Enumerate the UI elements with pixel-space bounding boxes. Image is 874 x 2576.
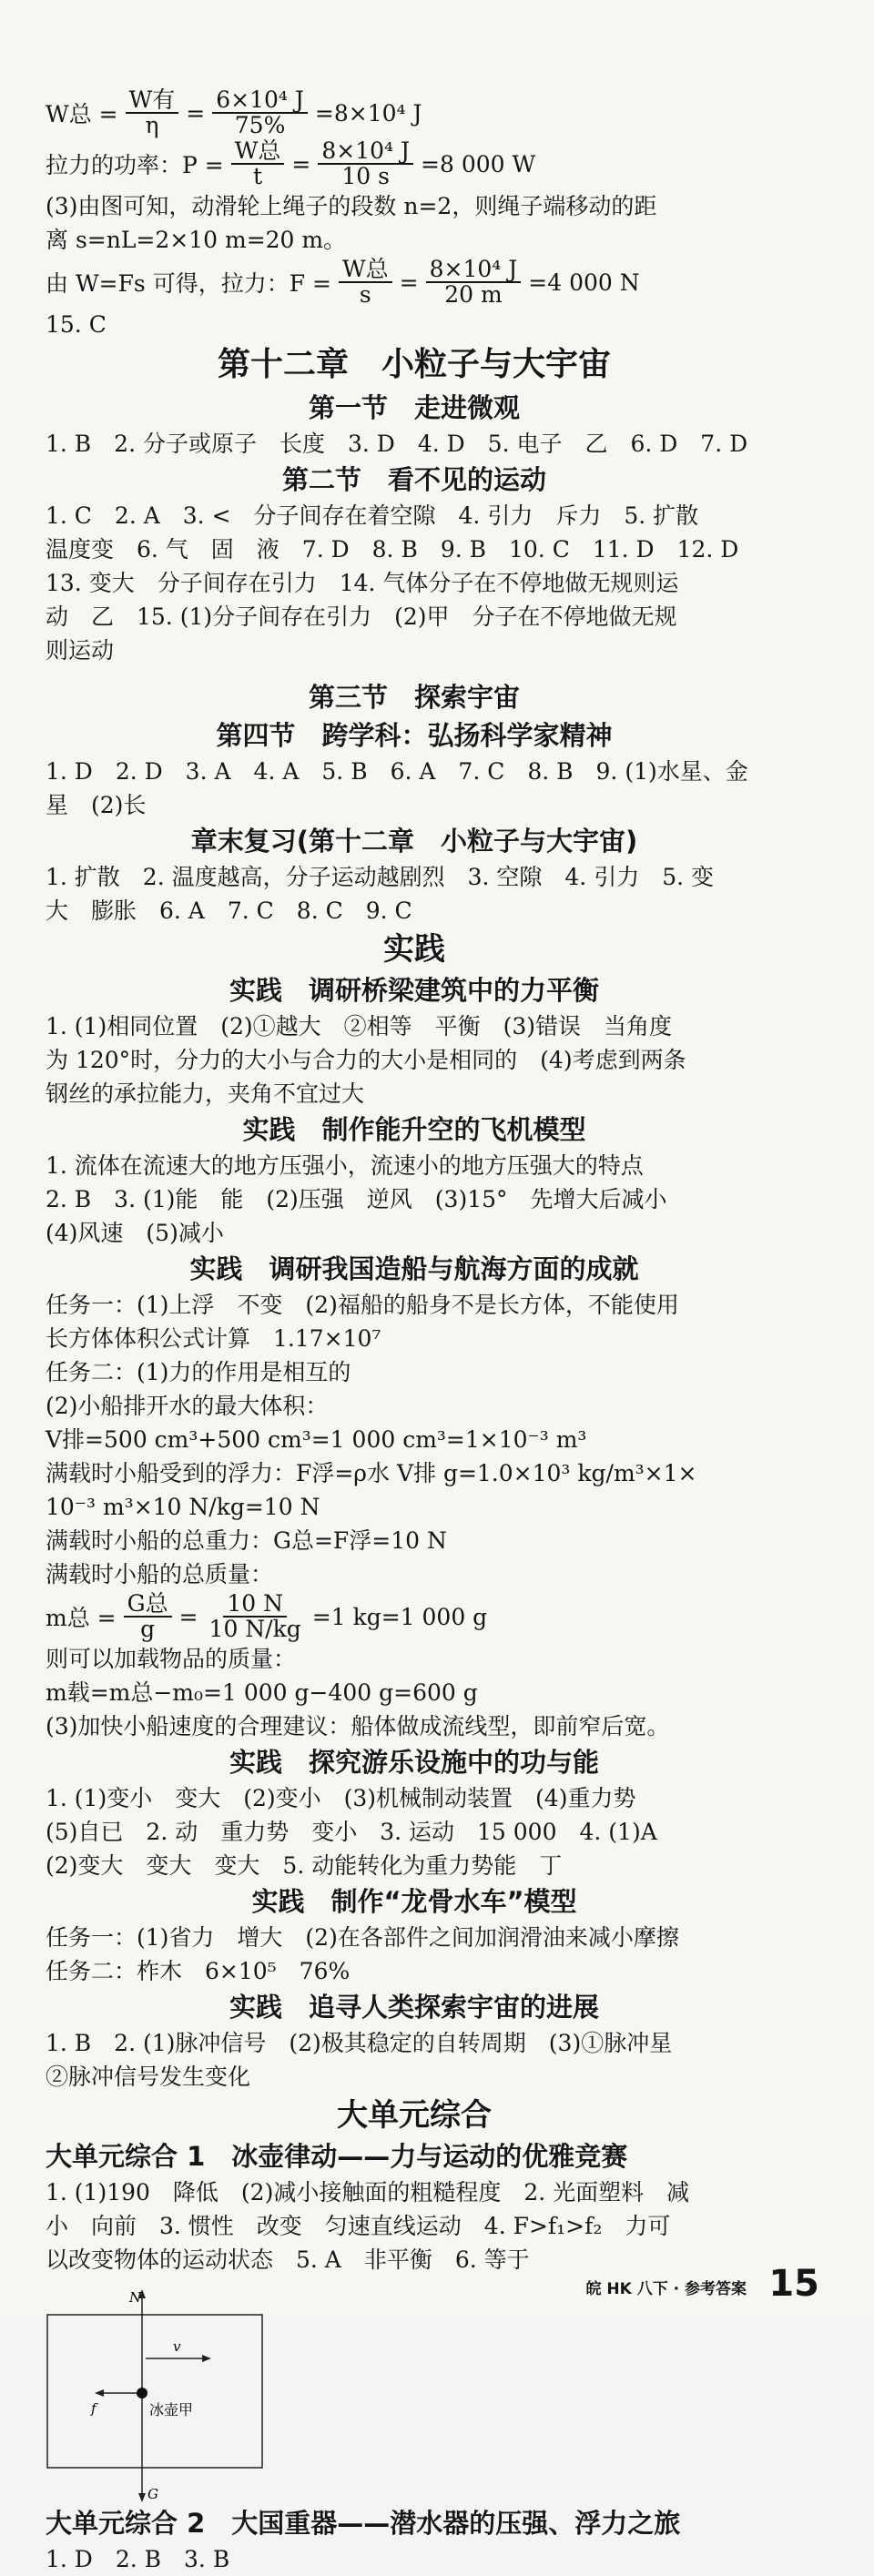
answer-line: 则可以加载物品的质量： (46, 1646, 297, 1672)
answer-line: (4)风速 (5)减小 (46, 1220, 224, 1246)
answer-line: 1. 流体在流速大的地方压强小，流速小的地方压强大的特点 (46, 1152, 644, 1179)
gravity-arrowhead (138, 2493, 146, 2502)
answer-line: 钢丝的承拉能力，夹角不宜过大 (46, 1080, 365, 1107)
eq-result: =8×10⁴ J (314, 99, 422, 127)
force-diagram-svg (46, 2286, 264, 2504)
fraction-numerator: 10 N (223, 1592, 287, 1618)
fraction (339, 258, 392, 307)
answer-line: (2)小船排开水的最大体积： (46, 1393, 329, 1419)
fraction-numerator: 8×10⁴ J (318, 139, 413, 165)
answer-line: 温度变 6. 气 固 液 7. D 8. B 9. B 10. C 11. D 12. D (46, 536, 739, 563)
ice-surface-box (47, 2315, 262, 2468)
section-title: 实践 探究游乐设施中的功与能 (229, 1747, 599, 1778)
part-title: 实践 (383, 931, 445, 968)
equation-mass (46, 1591, 783, 1642)
answer-line: 则运动 (46, 637, 115, 664)
answer-line: 以改变物体的运动状态 5. A 非平衡 6. 等于 (46, 2246, 530, 2273)
equals-sign: = (291, 150, 311, 177)
text-line: (3)由图可知，动滑轮上绳子的段数 n=2，则绳子端移动的距 (46, 193, 657, 219)
page-number: 15 (768, 2263, 819, 2305)
answer-line: 满载时小船受到的浮力：F浮=ρ水 V排 g=1.0×10³ kg/m³×1× (46, 1460, 697, 1486)
section-title: 第四节 跨学科：弘扬科学家精神 (216, 720, 613, 751)
footer-text: 皖 HK 八下 · 参考答案 (585, 2280, 747, 2298)
fraction-denominator: t (253, 163, 263, 189)
answer-line: 1. (1)相同位置 (2)①越大 ②相等 平衡 (3)错误 当角度 (46, 1013, 673, 1040)
fraction (124, 1592, 172, 1641)
label-velocity: v (173, 2338, 181, 2355)
fraction-numerator: G总 (124, 1592, 172, 1618)
answer-line: 满载时小船的总重力：G总=F浮=10 N (46, 1527, 447, 1554)
fraction-numerator: W有 (126, 88, 179, 114)
fraction-denominator: 10 N/kg (208, 1616, 301, 1642)
part-title: 大单元综合 (337, 2097, 492, 2134)
answer-line: 长方体体积公式计算 1.17×10⁷ (46, 1325, 381, 1352)
answer-line: 小 向前 3. 惯性 改变 匀速直线运动 4. F>f₁>f₂ 力可 (46, 2213, 671, 2239)
eq-lhs: m总 = (46, 1605, 117, 1631)
answer-line: 2. B 3. (1)能 能 (2)压强 逆风 (3)15° 先增大后减小 (46, 1186, 667, 1212)
section-title: 实践 调研桥梁建筑中的力平衡 (229, 975, 599, 1006)
answer-line: m载=m总−m₀=1 000 g−400 g=600 g (46, 1679, 478, 1706)
fraction-numerator: W总 (339, 258, 392, 283)
chapter-title: 第十二章 小粒子与大宇宙 (217, 346, 611, 383)
object-point (137, 2388, 147, 2399)
answer-line: ②脉冲信号发生变化 (46, 2064, 251, 2090)
answer-line: 满载时小船的总质量： (46, 1561, 274, 1587)
fraction-denominator: 75% (234, 112, 286, 138)
section-title: 实践 追寻人类探索宇宙的进展 (229, 1992, 599, 2023)
fraction (212, 88, 308, 137)
fraction-numerator: 6×10⁴ J (212, 88, 308, 114)
section-title: 第二节 看不见的运动 (281, 464, 546, 495)
answer-line: 10⁻³ m³×10 N/kg=10 N (46, 1494, 320, 1520)
answer-line: 动 乙 15. (1)分子间存在引力 (2)甲 分子在不停地做无规 (46, 603, 677, 630)
eq-result: =4 000 N (528, 269, 640, 296)
force-diagram (46, 2286, 264, 2504)
fraction-denominator: η (145, 112, 159, 138)
label-normal-force: N (129, 2289, 142, 2306)
section-title: 实践 制作能升空的飞机模型 (242, 1114, 586, 1145)
answer-line: 13. 变大 分子间存在引力 14. 气体分子在不停地做无规则运 (46, 570, 679, 596)
answer-line: 1. B 2. (1)脉冲信号 (2)极其稳定的自转周期 (3)①脉冲星 (46, 2030, 673, 2056)
fraction-denominator: s (359, 281, 371, 308)
label-friction: f (91, 2400, 97, 2417)
fraction-numerator: 8×10⁴ J (426, 258, 522, 283)
eq-lhs: 拉力的功率：P = (46, 152, 224, 178)
label-gravity: G (147, 2486, 158, 2502)
label-object: 冰壶甲 (149, 2401, 194, 2419)
answer-line: 任务二：(1)力的作用是相互的 (46, 1359, 351, 1385)
fraction-denominator: g (140, 1616, 156, 1642)
friction-arrowhead (95, 2389, 104, 2397)
answer-line: 15. C (46, 311, 107, 338)
fraction-denominator: 10 s (341, 163, 390, 189)
eq-result: =1 kg=1 000 g (311, 1603, 488, 1630)
eq-result: =8 000 W (421, 150, 536, 177)
section-title: 实践 调研我国造船与航海方面的成就 (189, 1253, 639, 1284)
equals-sign: = (186, 99, 206, 127)
section-title: 章末复习(第十二章 小粒子与大宇宙) (190, 826, 638, 857)
equation-power (46, 138, 783, 189)
fraction-denominator: 20 m (444, 281, 503, 308)
answer-line: 1. D 2. B 3. B (46, 2546, 230, 2572)
fraction (126, 88, 179, 137)
eq-lhs: 由 W=Fs 可得，拉力：F = (46, 270, 331, 297)
answer-line: 大 膨胀 6. A 7. C 8. C 9. C (46, 898, 412, 924)
answer-line: V排=500 cm³+500 cm³=1 000 cm³=1×10⁻³ m³ (46, 1426, 587, 1453)
fraction-numerator: W总 (231, 139, 285, 165)
section-title: 第三节 探索宇宙 (308, 682, 520, 713)
page-content (46, 87, 783, 2576)
answer-line: 1. (1)190 降低 (2)减小接触面的粗糙程度 2. 光面塑料 减 (46, 2179, 690, 2206)
answer-line: 1. 扩散 2. 温度越高，分子运动越剧烈 3. 空隙 4. 引力 5. 变 (46, 864, 714, 890)
equation-w-total (46, 87, 783, 138)
answer-line: (5)自已 2. 动 重力势 变小 3. 运动 15 000 4. (1)A (46, 1819, 657, 1845)
fraction (318, 139, 413, 188)
eq-lhs: W总 = (46, 101, 118, 127)
answer-line: 任务一：(1)上浮 不变 (2)福船的船身不是长方体，不能使用 (46, 1292, 679, 1318)
section-title: 大单元综合 2 大国重器——潜水器的压强、浮力之旅 (46, 2508, 681, 2539)
answer-line: 1. B 2. 分子或原子 长度 3. D 4. D 5. 电子 乙 6. D 7. D (46, 431, 748, 457)
section-title: 第一节 走进微观 (308, 392, 520, 423)
answer-line: 1. C 2. A 3. < 分子间存在着空隙 4. 引力 斥力 5. 扩散 (46, 502, 699, 529)
velocity-arrowhead (202, 2355, 211, 2362)
answer-line: 任务一：(1)省力 增大 (2)在各部件之间加润滑油来减小摩擦 (46, 1924, 679, 1951)
page-footer (0, 2263, 874, 2308)
equals-sign: = (399, 269, 419, 296)
answer-line: 任务二：柞木 6×10⁵ 76% (46, 1958, 351, 1984)
answer-line: 1. (1)变小 变大 (2)变小 (3)机械制动装置 (4)重力势 (46, 1785, 636, 1811)
text-line: 离 s=nL=2×10 m=20 m。 (46, 227, 347, 253)
equals-sign: = (178, 1603, 198, 1630)
section-title: 实践 制作“龙骨水车”模型 (251, 1886, 577, 1917)
answer-line: 为 120°时，分力的大小与合力的大小是相同的 (4)考虑到两条 (46, 1047, 686, 1073)
answer-line: (3)加快小船速度的合理建议：船体做成流线型，即前窄后宽。 (46, 1713, 670, 1739)
answer-line: 星 (2)长 (46, 792, 147, 818)
section-title: 大单元综合 1 冰壶律动——力与运动的优雅竞赛 (46, 2141, 628, 2172)
answer-line: (2)变大 变大 变大 5. 动能转化为重力势能 丁 (46, 1852, 563, 1879)
fraction (426, 258, 522, 307)
equation-force (46, 257, 783, 308)
answer-line: 1. D 2. D 3. A 4. A 5. B 6. A 7. C 8. B 9. (1)水星、金 (46, 758, 748, 785)
fraction (206, 1592, 305, 1641)
fraction (231, 139, 285, 188)
